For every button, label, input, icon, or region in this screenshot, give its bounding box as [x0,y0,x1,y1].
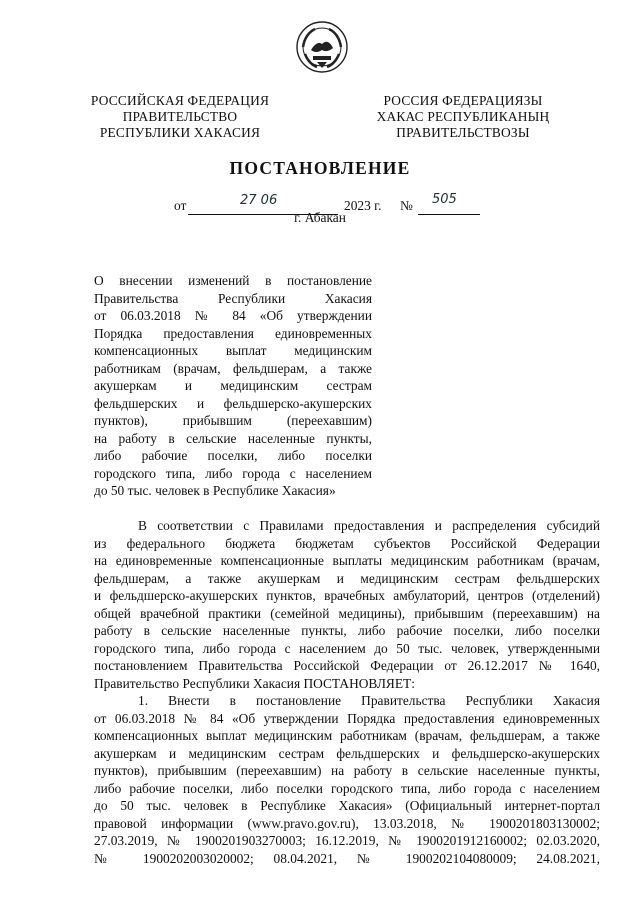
subject-line: либо рабочие поселки, либо поселки [94,448,372,463]
subject-line: акушеркам и медицинским сестрам [94,378,372,393]
body-line: из федерального бюджета бюджетам субъектов Российской Федерации [94,535,600,551]
body-line: либо рабочие поселки, либо поселки городского типа, либо города с населением [94,780,600,796]
body-text [94,517,600,867]
body-line: фельдшерам, а также акушеркам и медицинским сестрам фельдшерских [94,570,600,586]
city-label: г. Абакан [294,210,346,225]
body-line: на единовременные компенсационные выплаты медицинским работникам (врачам, [94,553,600,568]
body-line: пунктов), прибывшим (переехавшим) на работу в сельские населенные пункты, [94,763,600,778]
subject-line: городского типа, либо города с населением [94,465,372,481]
header-right-line: РОССИЯ ФЕДЕРАЦИЯЗЫ [383,93,543,108]
date-from-label: от [174,198,187,213]
subject-line: компенсационных выплат медицинским [94,343,372,358]
body-line: общей врачебной практики (семейной медицины), прибывшим (переехавшим) на [94,605,600,621]
header-left-line: ПРАВИТЕЛЬСТВО [122,109,238,124]
body-line: городского типа, либо города с населением до 50 тыс. человек, утвержденными [94,640,600,656]
date-year: 2023 г. [344,198,382,213]
subject-line: работникам (врачам, фельдшерам, а также [94,360,372,376]
header-left-block [80,93,280,141]
number-handwritten: 505 [432,192,457,207]
number-label: № [400,198,413,213]
subject-line: фельдшерских и фельдшерско-акушерских [94,395,372,411]
subject-line: до 50 тыс. человек в Республике Хакасия» [94,483,336,498]
body-line: В соответствии с Правилами предоставления и распределения субсидий [138,518,600,533]
subject-line: Порядка предоставления единовременных [94,325,372,341]
header-right-line: ХАКАС РЕСПУБЛИКАНЫҢ [376,109,550,124]
document-title: ПОСТАНОВЛЕНИЕ [229,158,411,178]
body-line: Правительство Республики Хакасия ПОСТАНОВЛЯЕТ: [94,675,415,691]
body-line: до 50 тыс. человек в Республике Хакасия» (Официальный интернет-портал [94,798,600,813]
header-right-block [358,93,568,141]
header-left-line: РЕСПУБЛИКИ ХАКАСИЯ [99,125,261,140]
header-right-line: ПРАВИТЕЛЬСТВОЗЫ [396,125,530,140]
subject-line: пунктов), прибывшим (переехавшим) [94,413,372,428]
body-line: правовой информации (www.pravo.gov.ru), 13.03.2018, № 1900201803130002; [94,815,600,831]
body-line: и фельдшерско-акушерских пунктов, врачебных амбулаторий, центров (отделений) [94,588,600,603]
subject-line: О внесении изменений в постановление [94,273,372,288]
body-line: № 1900202003020002; 08.04.2021, № 1900202104080009; 24.08.2021, [94,850,600,866]
subject-line: от 06.03.2018 № 84 «Об утверждении [94,308,372,323]
body-line: 27.03.2019, № 1900201903270003; 16.12.2019, № 1900201912160002; 02.03.2020, [94,833,600,848]
body-line: работу в сельские населенные пункты, либо рабочие поселки, либо поселки [94,623,600,638]
body-line: постановлением Правительства Российской Федерации от 26.12.2017 № 1640, [94,658,600,673]
subject-line: на работу в сельские населенные пункты, [94,430,372,446]
subject-block [94,272,372,500]
body-line: компенсационных выплат медицинским работникам (врачам, фельдшерам, а также [94,728,600,743]
body-line: от 06.03.2018 № 84 «Об утверждении Порядка предоставления единовременных [94,710,600,726]
date-handwritten: 27 06 [240,193,278,208]
subject-line: Правительства Республики Хакасия [94,290,372,306]
header-left-line: РОССИЙСКАЯ ФЕДЕРАЦИЯ [90,93,270,108]
body-line: акушеркам и медицинским сестрам фельдшерских и фельдшерско-акушерских [94,745,600,761]
body-line: 1. Внести в постановление Правительства Республики Хакасия [138,693,600,708]
coat-of-arms-emblem [295,20,349,74]
